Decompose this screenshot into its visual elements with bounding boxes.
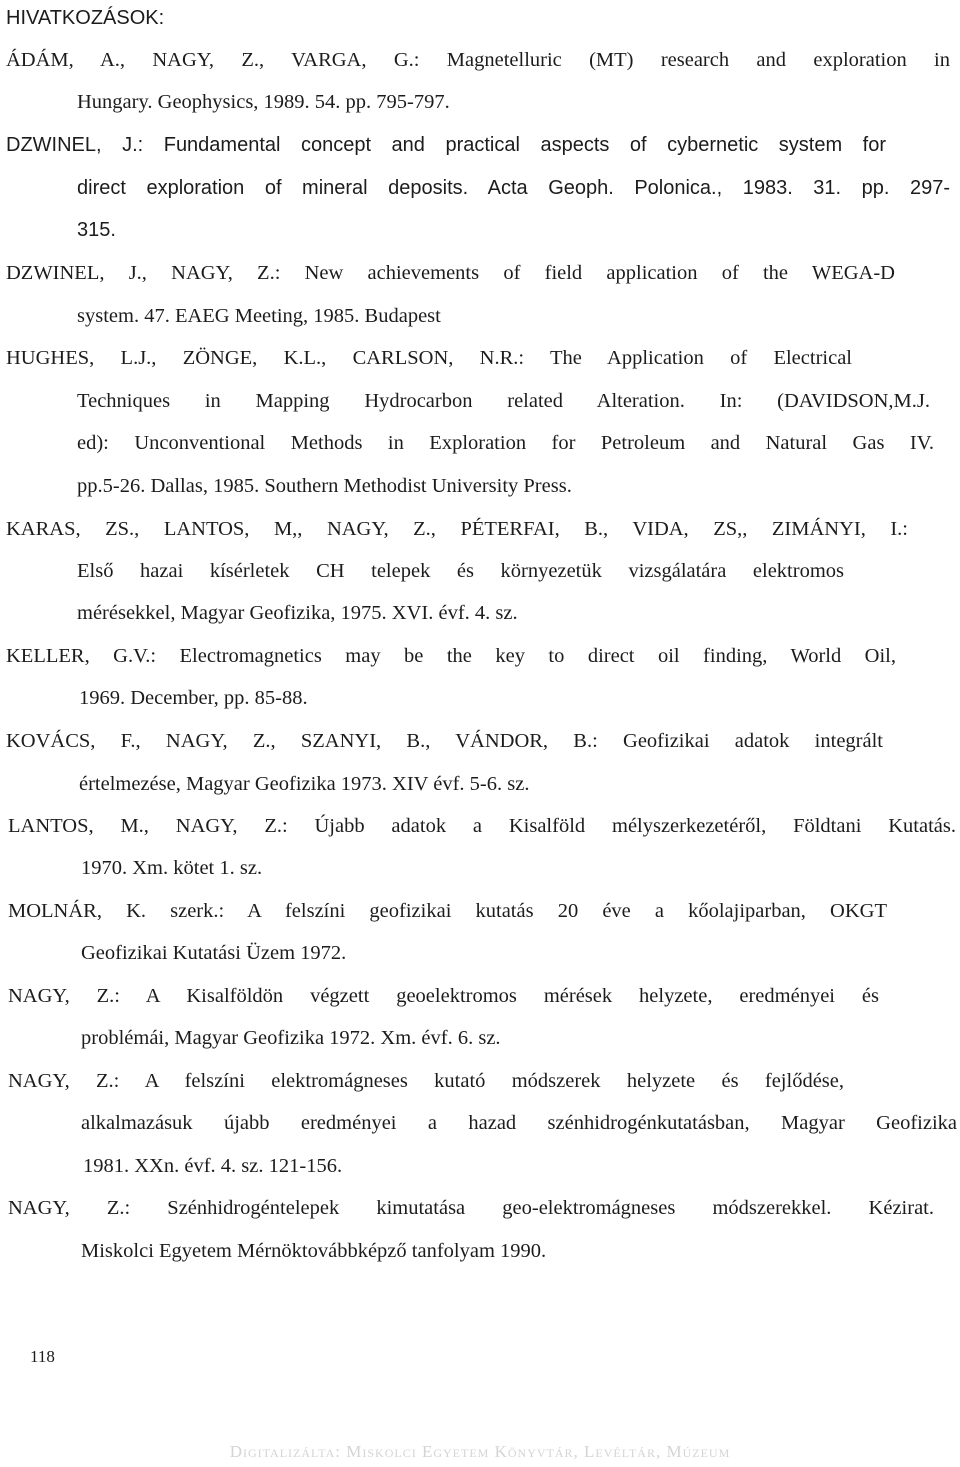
reference-line: Első hazai kísérletek CH telepek és környezetük vizsgálatára elektromos [77, 560, 844, 582]
reference-line: NAGY, Z.: A felszíni elektromágneses kutató módszerek helyzete és fejlődése, [8, 1070, 844, 1092]
reference-line: MOLNÁR, K. szerk.: A felszíni geofizikai kutatás 20 éve a kőolajiparban, OKGT [8, 900, 887, 922]
reference-line: DZWINEL, J.: Fundamental concept and practical aspects of cybernetic system for [6, 134, 886, 156]
digitization-footer: Digitalizálta: Miskolci Egyetem Könyvtár, Levéltár, Múzeum [229, 1442, 731, 1461]
reference-line: Hungary. Geophysics, 1989. 54. pp. 795-797. [77, 91, 450, 113]
reference-line: mérésekkel, Magyar Geofizika, 1975. XVI. évf. 4. sz. [77, 602, 518, 624]
reference-line: ÁDÁM, A., NAGY, Z., VARGA, G.: Magnetelluric (MT) research and exploration in [6, 49, 950, 71]
reference-line: KOVÁCS, F., NAGY, Z., SZANYI, B., VÁNDOR, B.: Geofizikai adatok integrált [6, 730, 883, 752]
reference-line: Techniques in Mapping Hydrocarbon related Alteration. In: (DAVIDSON,M.J. [77, 390, 930, 412]
reference-line: 1970. Xm. kötet 1. sz. [81, 857, 263, 879]
reference-line: Geofizikai Kutatási Üzem 1972. [81, 942, 347, 964]
reference-line: 315. [77, 219, 116, 241]
reference-line: DZWINEL, J., NAGY, Z.: New achievements of field application of the WEGA-D [6, 262, 895, 284]
page-number: 118 [30, 1347, 55, 1366]
page-heading: HIVATKOZÁSOK: [6, 7, 165, 29]
reference-line: 1981. XXn. évf. 4. sz. 121-156. [83, 1155, 343, 1177]
reference-line: direct exploration of mineral deposits. Acta Geoph. Polonica., 1983. 31. pp. 297- [77, 177, 950, 199]
reference-line: KELLER, G.V.: Electromagnetics may be the key to direct oil finding, World Oil, [6, 645, 896, 667]
reference-line: ed): Unconventional Methods in Exploration for Petroleum and Natural Gas IV. [77, 432, 934, 454]
reference-line: LANTOS, M., NAGY, Z.: Újabb adatok a Kisalföld mélyszerkezetéről, Földtani Kutatás. [8, 815, 956, 837]
reference-line: system. 47. EAEG Meeting, 1985. Budapest [77, 305, 441, 327]
reference-line: HUGHES, L.J., ZÖNGE, K.L., CARLSON, N.R.: The Application of Electrical [6, 347, 852, 369]
reference-line: KARAS, ZS., LANTOS, M,, NAGY, Z., PÉTERFAI, B., VIDA, ZS,, ZIMÁNYI, I.: [6, 518, 908, 540]
reference-line: problémái, Magyar Geofizika 1972. Xm. évf. 6. sz. [81, 1027, 501, 1049]
reference-line: értelmezése, Magyar Geofizika 1973. XIV évf. 5-6. sz. [79, 773, 530, 795]
reference-line: 1969. December, pp. 85-88. [79, 687, 308, 709]
reference-line: NAGY, Z.: A Kisalföldön végzett geoelektromos mérések helyzete, eredményei és [8, 985, 879, 1007]
reference-line: pp.5-26. Dallas, 1985. Southern Methodist University Press. [77, 475, 572, 497]
reference-line: NAGY, Z.: Szénhidrogéntelepek kimutatása geo-elektromágneses módszerekkel. Kézirat. [8, 1197, 934, 1219]
reference-line: alkalmazásuk újabb eredményei a hazad szénhidrogénkutatásban, Magyar Geofizika [81, 1112, 957, 1134]
reference-line: Miskolci Egyetem Mérnöktovábbképző tanfolyam 1990. [81, 1240, 547, 1262]
